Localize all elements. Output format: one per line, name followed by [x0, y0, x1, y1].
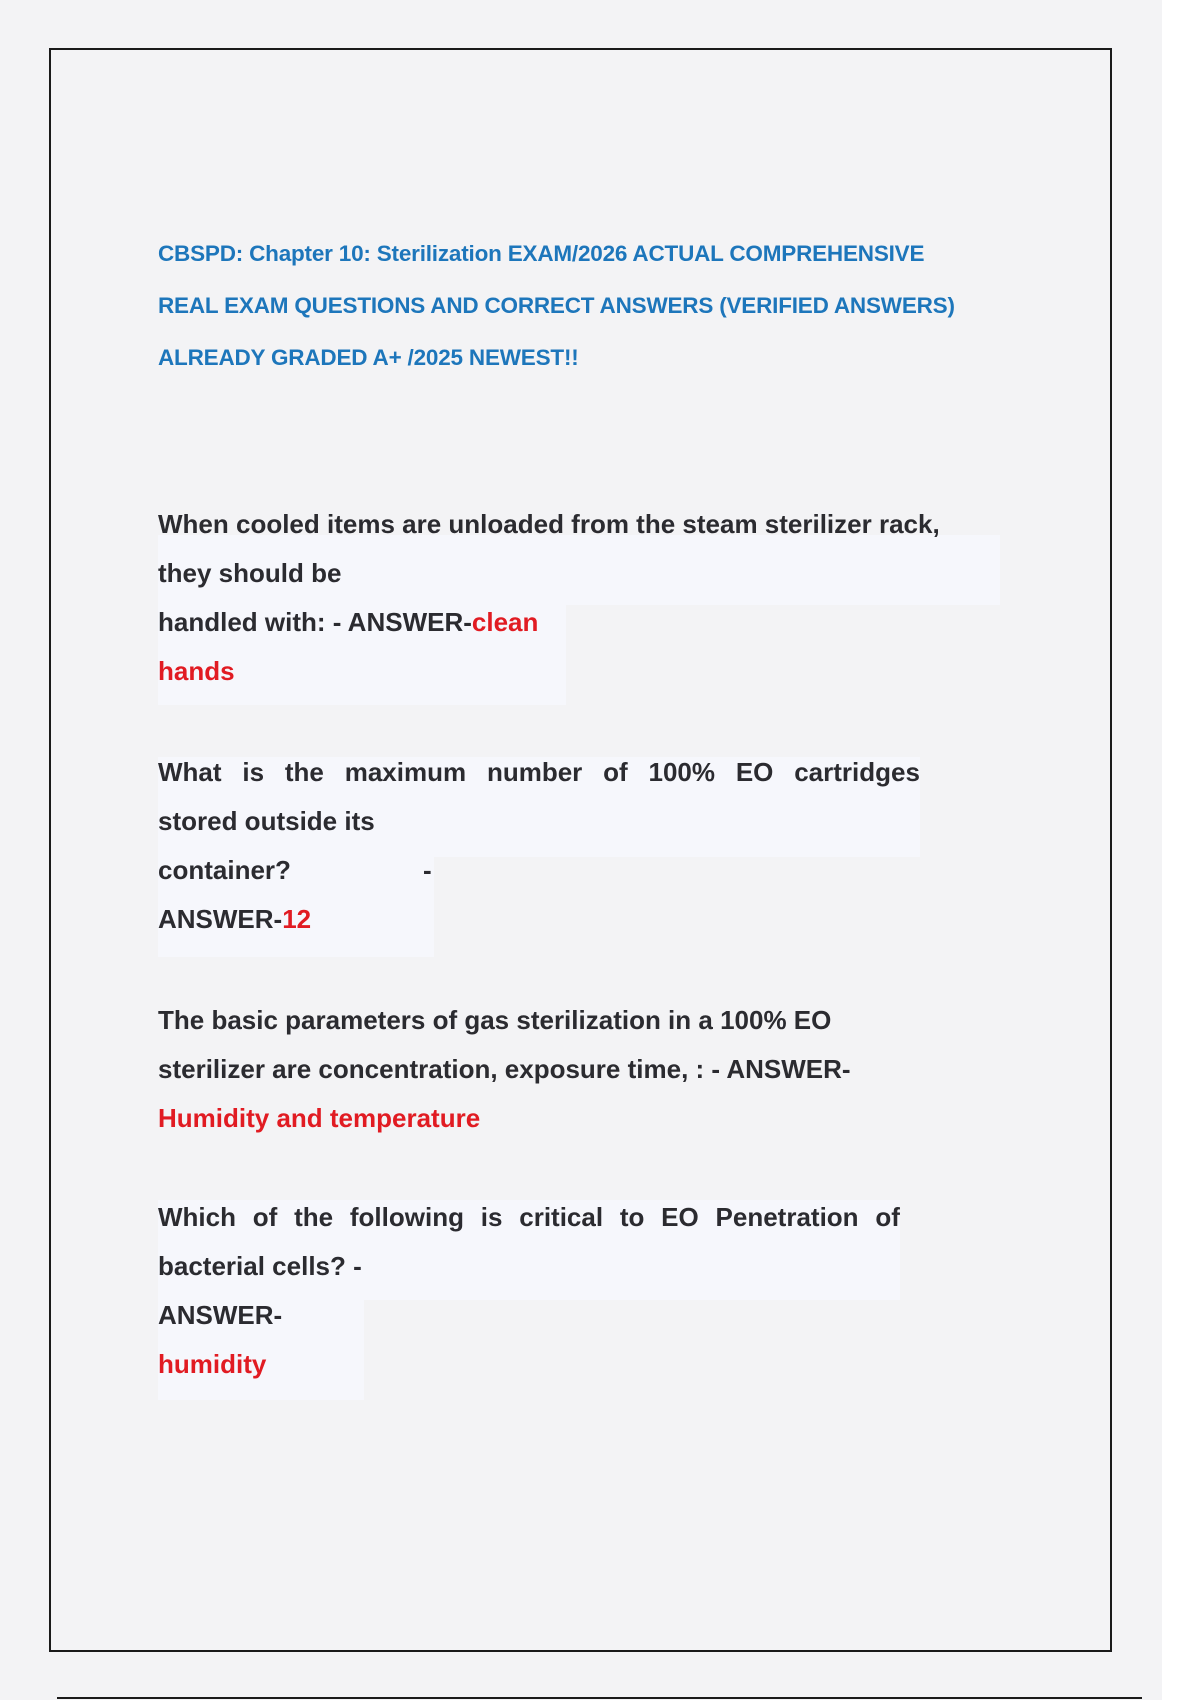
question-4-word: following	[349, 1202, 464, 1232]
question-2-word: is	[242, 757, 265, 787]
answer-2-label: ANSWER-	[158, 904, 283, 934]
question-1-line-3	[158, 598, 940, 647]
question-2-text: container?	[158, 855, 291, 885]
question-2-word: maximum	[344, 757, 467, 787]
question-2-answer-line	[158, 895, 920, 944]
question-2-line-2: stored outside its	[158, 806, 375, 836]
question-3-line-2: sterilizer are concentration, exposure time, : - ANSWER-	[158, 1054, 851, 1084]
bottom-rule	[57, 1697, 1142, 1699]
title-line-3: ALREADY GRADED A+ /2025 NEWEST!!	[158, 345, 579, 370]
question-1-text: handled with: - ANSWER-	[158, 607, 472, 637]
title-line-1: CBSPD: Chapter 10: Sterilization EXAM/2026 ACTUAL COMPREHENSIVE	[158, 241, 925, 266]
question-2-word: number	[486, 757, 583, 787]
question-4-line-1	[158, 1193, 900, 1242]
question-4-word: of	[252, 1202, 278, 1232]
question-2-line-1	[158, 748, 920, 797]
question-block-1	[158, 500, 940, 696]
question-4-word: Which	[158, 1202, 236, 1232]
answer-3: Humidity and temperature	[158, 1103, 481, 1133]
question-2-word: of	[603, 757, 628, 787]
document-title	[158, 228, 1028, 384]
question-4-word: critical	[519, 1202, 604, 1232]
question-4-word: EO	[661, 1202, 699, 1232]
question-4-word: to	[619, 1202, 645, 1232]
question-4-line-2: bacterial cells? -	[158, 1251, 362, 1281]
answer-4-label: ANSWER-	[158, 1300, 283, 1330]
question-block-3	[158, 996, 851, 1143]
question-2-word: cartridges	[794, 757, 920, 787]
answer-4: humidity	[158, 1349, 267, 1379]
page-margin-strip	[1162, 0, 1200, 1700]
question-1-line-1: When cooled items are unloaded from the steam sterilizer rack,	[158, 509, 940, 539]
answer-2: 12	[282, 904, 312, 934]
question-2-word: What	[158, 757, 222, 787]
question-4-word: the	[294, 1202, 334, 1232]
question-2-word: the	[284, 757, 324, 787]
title-line-2: REAL EXAM QUESTIONS AND CORRECT ANSWERS (VERIFIED ANSWERS)	[158, 293, 955, 318]
answer-1-part-2: hands	[158, 656, 235, 686]
answer-1-part-1: clean	[471, 607, 539, 637]
question-2-dash: -	[423, 855, 432, 885]
question-2-line-3	[158, 846, 920, 895]
question-4-word: is	[480, 1202, 503, 1232]
question-2-word: EO	[735, 757, 774, 787]
question-3-line-1: The basic parameters of gas sterilization in a 100% EO	[158, 1005, 832, 1035]
question-4-word: Penetration	[715, 1202, 859, 1232]
question-block-2	[158, 748, 920, 944]
question-block-4	[158, 1193, 900, 1389]
question-2-word: 100%	[648, 757, 715, 787]
question-1-line-2: they should be	[158, 558, 342, 588]
question-4-word: of	[875, 1202, 900, 1232]
